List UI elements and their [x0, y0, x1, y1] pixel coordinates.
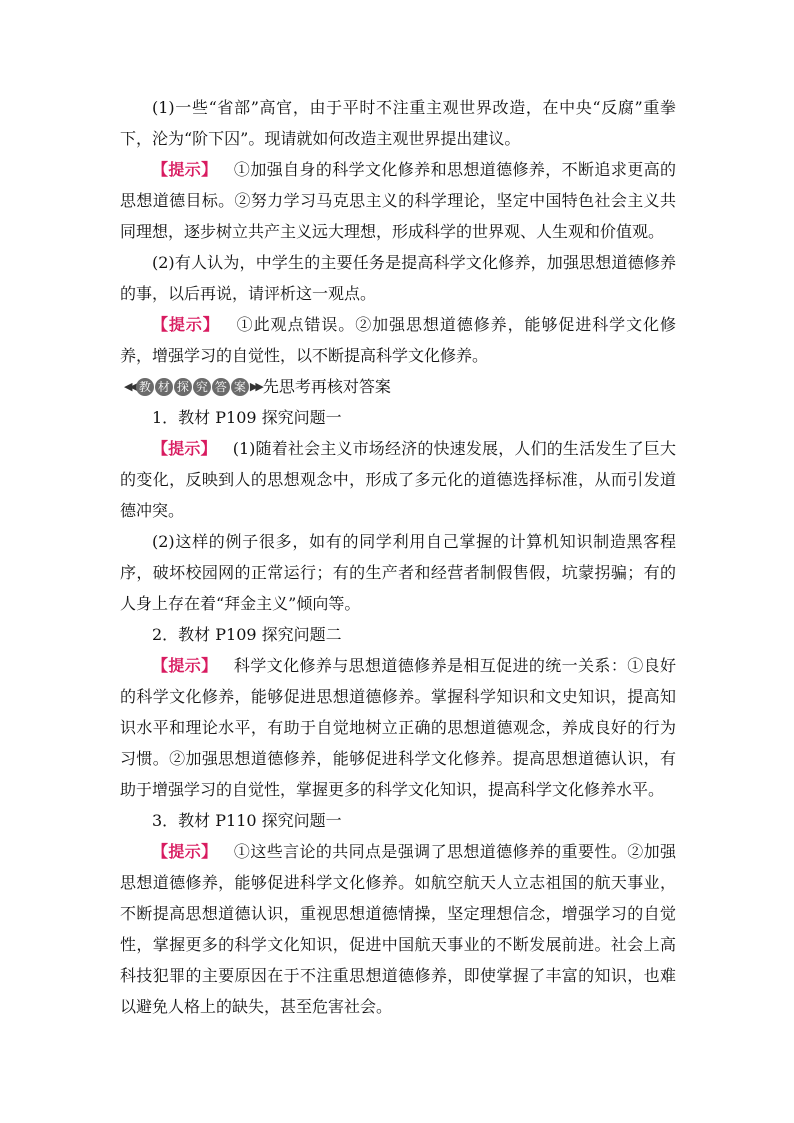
item-1-paragraph: (2)这样的例子很多，如有的同学利用自己掌握的计算机知识制造黑客程序，破坏校园网的正常运行；有的生产者和经营者制假售假，坑蒙拐骗；有的人身上存在着“拜金主义”倾向等。: [120, 532, 676, 613]
item-2-answer: 【提示】 科学文化修养与思想道德修养是相互促进的统一关系：①良好的科学文化修养，能够促进思想道德修养。掌握科学知识和文史知识，提高知识水平和理论水平，有助于自觉地树立正确的思想道德观念，养成良好的行为习惯。②加强思想道德修养，能够促进科学文化修养。提高思想道德认识，有助于增强学习的自觉性，掌握更多的科学文化知识，提高科学文化修养水平。: [120, 656, 676, 799]
double-chevron-left-icon: ◀◀: [124, 380, 135, 393]
banner-char: 探: [174, 378, 192, 396]
item-3-answer: 【提示】 ①这些言论的共同点是强调了思想道德修养的重要性。②加强思想道德修养，能够促进科学文化修养。如航空航天人立志祖国的航天事业，不断提高思想道德认识，重视思想道德情操，坚定理想信念，增强学习的自觉性，掌握更多的科学文化知识，促进中国航天事业的不断发展前进。社会上高科技犯罪的主要原因在于不注重思想道德修养，即使掌握了丰富的知识，也难以避免人格上的缺失，甚至危害社会。: [120, 842, 676, 1016]
tip-label: 【提示】: [152, 315, 220, 334]
tip-label: 【提示】: [152, 160, 218, 179]
tip-label: 【提示】: [152, 656, 218, 675]
double-chevron-right-icon: ▶▶: [249, 380, 261, 393]
banner-char: 材: [155, 378, 173, 396]
answer-1: 【提示】 ①加强自身的科学文化修养和思想道德修养，不断追求更高的思想道德目标。②努力学习马克思主义的科学理论，坚定中国特色社会主义共同理想，逐步树立共产主义远大理想，形成科学的世界观、人生观和价值观。: [120, 160, 676, 241]
banner-char: 教: [136, 378, 154, 396]
banner-badge: [124, 371, 261, 402]
tip-label: 【提示】: [152, 439, 217, 458]
banner-char: 究: [193, 378, 211, 396]
document-page: [120, 92, 676, 1022]
question-1: (1)一些“省部”高官，由于平时不注重主观世界改造，在中央“反腐”重拳下，沦为“阶下囚”。现请就如何改造主观世界提出建议。: [120, 98, 676, 148]
item-1-title: 1．教材 P109 探究问题一: [152, 408, 342, 427]
item-3-title: 3．教材 P110 探究问题一: [152, 811, 342, 830]
tip-label: 【提示】: [152, 842, 218, 861]
banner-char: 答: [212, 378, 230, 396]
item-1-answer: 【提示】 (1)随着社会主义市场经济的快速发展，人们的生活发生了巨大的变化，反映到人的思想观念中，形成了多元化的道德选择标准，从而引发道德冲突。: [120, 439, 676, 520]
answer-2: 【提示】 ①此观点错误。②加强思想道德修养，能够促进科学文化修养，增强学习的自觉性，以不断提高科学文化修养。: [120, 315, 676, 365]
banner-char: 案: [231, 378, 249, 396]
item-2-title: 2．教材 P109 探究问题二: [152, 625, 342, 644]
banner-text: 先思考再核对答案: [262, 377, 391, 396]
question-2: (2)有人认为，中学生的主要任务是提高科学文化修养，加强思想道德修养的事，以后再说，请评析这一观点。: [120, 253, 676, 303]
answer-banner: [124, 371, 676, 402]
